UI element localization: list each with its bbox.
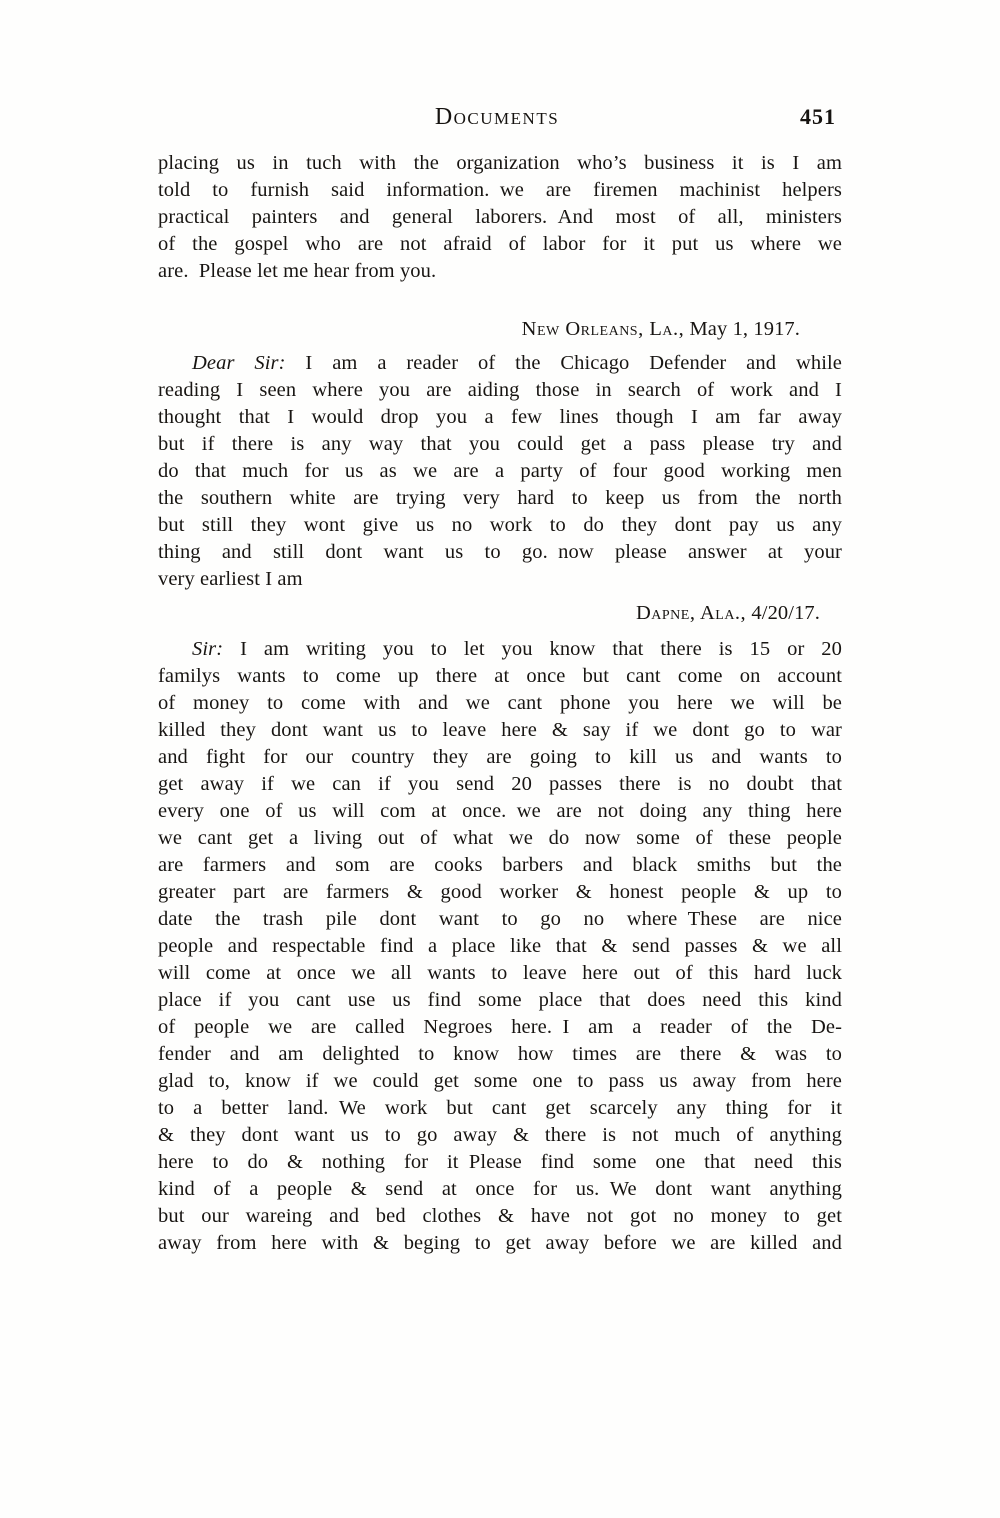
text-block [158,150,842,1257]
letter-dateline [158,316,842,343]
text-line: to a better land. We work but cant get scarcely any thing for it [158,1097,842,1119]
text-line: kind of a people & send at once for us. We dont want anything [158,1178,842,1200]
text-line: get away if we can if you send 20 passes there is no doubt that [158,773,842,795]
text-line: and fight for our country they are going to kill us and wants to [158,746,842,768]
dateline-date: 4/20/17. [751,602,820,624]
text-line: practical painters and general laborers. And most of all, ministers [158,206,842,228]
letter-salutation: Sir: [192,638,224,660]
text-line: glad to, know if we could get some one to pass us away from here [158,1070,842,1092]
letter-body [158,377,842,593]
text-line: are. Please let me hear from you. [158,260,437,282]
text-line: but still they wont give us no work to do they dont pay us any [158,514,842,536]
letter-salutation: Dear Sir: [192,352,286,374]
letter-opening-line [158,636,842,663]
text-line: of money to come with and we cant phone you here we will be [158,692,842,714]
text-line: of people we are called Negroes here. I am a reader of the De- [158,1016,842,1038]
letter-dateline [158,600,842,627]
text-line: will come at once we all wants to leave here out of this hard luck [158,962,842,984]
text-line: date the trash pile dont want to go no where These are nice [158,908,842,930]
page-title: Documents [434,104,560,130]
text-line: greater part are farmers & good worker & honest people & up to [158,881,842,903]
letter-opening-text: I am writing you to let you know that there is 15 or 20 [240,638,842,660]
text-line: we cant get a living out of what we do now some of these people [158,827,842,849]
letter-opening-text: I am a reader of the Chicago Defender and while [305,352,842,374]
text-line: place if you cant use us find some place that does need this kind [158,989,842,1011]
letter-opening-line [158,350,842,377]
dateline-date: May 1, 1917. [689,318,800,340]
text-line: thing and still dont want us to go. now please answer at your [158,541,842,563]
text-line: thought that I would drop you a few lines though I am far away [158,406,842,428]
page-header [158,104,836,134]
text-line: away from here with & beging to get away before we are killed and [158,1232,842,1254]
text-line: but our wareing and bed clothes & have not got no money to get [158,1205,842,1227]
text-line: of the gospel who are not afraid of labor for it put us where we [158,233,842,255]
continuation-paragraph [158,150,842,285]
text-line: here to do & nothing for it Please find some one that need this [158,1151,842,1173]
text-line: people and respectable find a place like that & send passes & we all [158,935,842,957]
text-line: told to furnish said information. we are firemen machinist helpers [158,179,842,201]
letter-new-orleans [158,316,842,593]
text-line: killed they dont want us to leave here & say if we dont go to war [158,719,842,741]
text-line: familys wants to come up there at once but cant come on account [158,665,842,687]
text-line: & they dont want us to go away & there is not much of anything [158,1124,842,1146]
text-line: placing us in tuch with the organization who’s business it is I am [158,152,842,174]
dateline-place: New Orleans, La., [521,318,685,340]
text-line: reading I seen where you are aiding those in search of work and I [158,379,842,401]
text-line: every one of us will com at once. we are not doing any thing here [158,800,842,822]
page-number: 451 [800,104,836,129]
letter-body [158,663,842,1257]
text-line: are farmers and som are cooks barbers and black smiths but the [158,854,842,876]
text-line: do that much for us as we are a party of four good working men [158,460,842,482]
text-line: the southern white are trying very hard to keep us from the north [158,487,842,509]
letter-dapne [158,600,842,1257]
text-line: very earliest I am [158,568,303,590]
text-line: fender and am delighted to know how times are there & was to [158,1043,842,1065]
dateline-place: Dapne, Ala., [635,602,747,624]
text-line: but if there is any way that you could get a pass please try and [158,433,842,455]
